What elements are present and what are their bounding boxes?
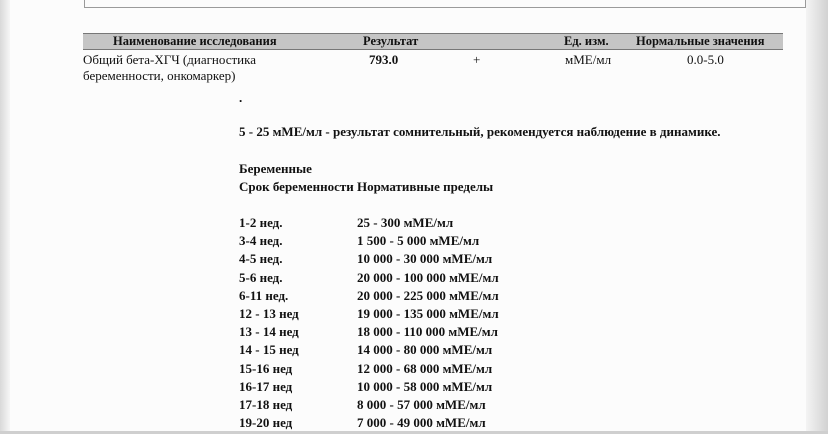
norm-range: 10 000 - 30 000 мМЕ/мл (357, 251, 493, 267)
norm-range: 12 000 - 68 000 мМЕ/мл (357, 360, 493, 376)
gestation-week: 6-11 нед. (239, 287, 289, 303)
header-test-name: Наименование исследования (113, 34, 277, 48)
gestation-week: 16-17 нед (239, 378, 293, 394)
gestation-week: 12 - 13 нед (239, 305, 299, 321)
result-value: 793.0 (369, 52, 399, 67)
gestation-week: 14 - 15 нед (239, 342, 299, 358)
header-result: Результат (363, 34, 419, 48)
pregnant-heading: Беременные (239, 161, 312, 176)
page-shadow-right (806, 0, 828, 434)
header-unit: Ед. изм. (564, 34, 609, 48)
previous-section-box (84, 0, 806, 8)
results-table-header (83, 33, 783, 50)
gestation-week: 17-18 нед (239, 396, 293, 412)
norm-range: 1 500 - 5 000 мМЕ/мл (357, 233, 480, 249)
gestation-week: 13 - 14 нед (239, 324, 299, 340)
reference-range: 0.0-5.0 (687, 52, 724, 67)
norm-range: 18 000 - 110 000 мМЕ/мл (357, 324, 498, 340)
gestation-week: 5-6 нед. (239, 269, 283, 285)
norm-range: 20 000 - 100 000 мМЕ/мл (357, 269, 499, 285)
norm-range: 14 000 - 80 000 мМЕ/мл (357, 342, 493, 358)
norm-range: 7 000 - 49 000 мМЕ/мл (357, 415, 486, 431)
norm-range: 25 - 300 мМЕ/мл (357, 215, 454, 230)
norm-range: 20 000 - 225 000 мМЕ/мл (357, 287, 499, 303)
result-unit: мМЕ/мл (565, 52, 612, 67)
comment-dot: . (239, 90, 243, 105)
norms-columns-heading: Срок беременности Нормативные пределы (239, 179, 494, 194)
gestation-week: 3-4 нед. (239, 233, 283, 249)
gestation-week: 19-20 нед (239, 415, 293, 431)
norm-range: 19 000 - 135 000 мМЕ/мл (357, 305, 499, 321)
page-shadow-left (0, 0, 10, 434)
gestation-week: 1-2 нед. (239, 215, 283, 230)
gestation-week: 15-16 нед (239, 360, 293, 376)
test-name: Общий бета-ХГЧ (диагностика беременности, онкомаркер) (83, 52, 257, 83)
gestation-week: 4-5 нед. (239, 251, 283, 267)
doubtful-range-note: 5 - 25 мМЕ/мл - результат сомнительный, рекомендуется наблюдение в динамике. (239, 124, 721, 139)
norm-range: 8 000 - 57 000 мМЕ/мл (357, 396, 486, 412)
norm-range: 10 000 - 58 000 мМЕ/мл (357, 378, 493, 394)
result-flag: + (473, 52, 481, 67)
header-reference-range: Нормальные значения (636, 34, 765, 48)
